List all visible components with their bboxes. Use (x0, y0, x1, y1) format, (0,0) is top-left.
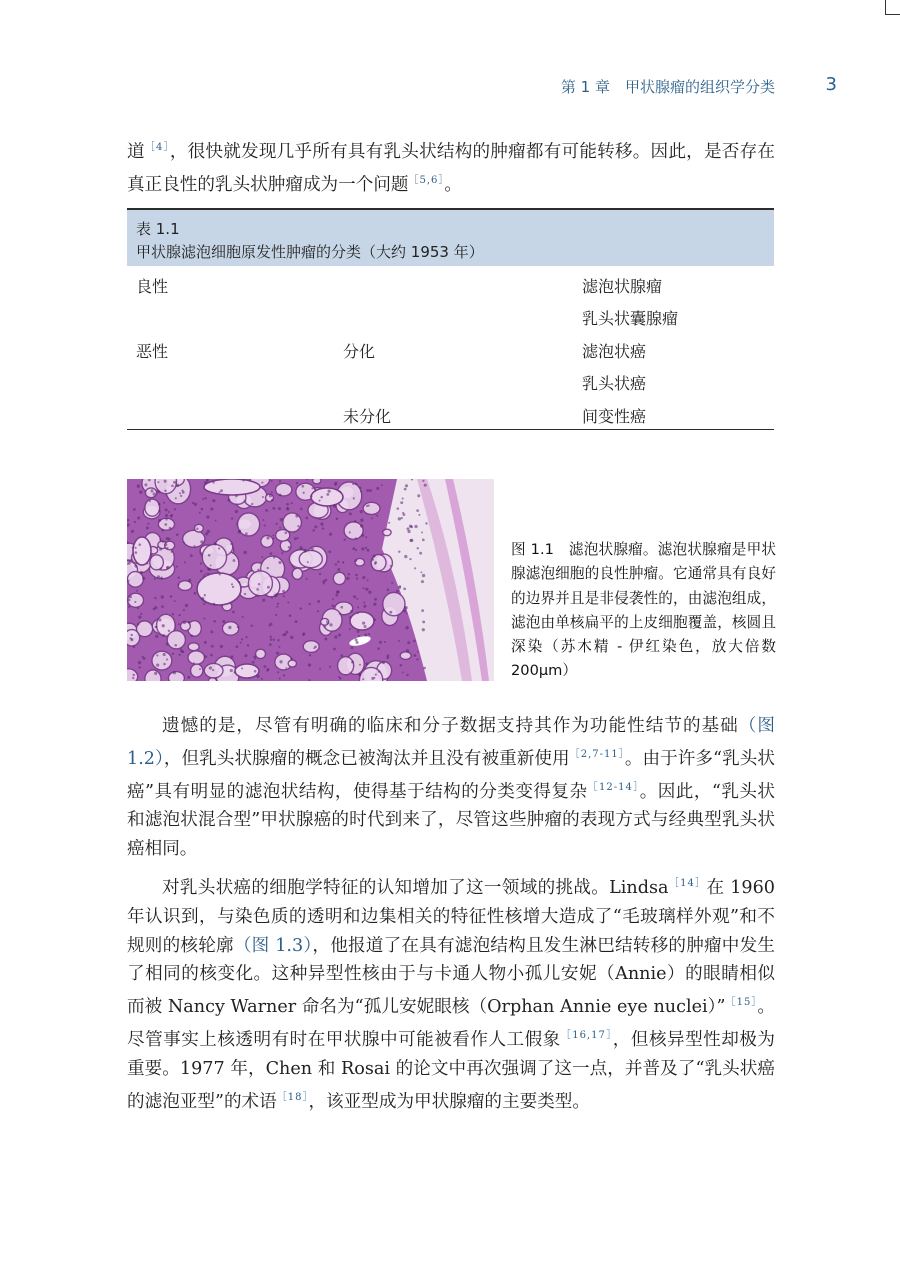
page-number: 3 (825, 74, 837, 95)
text-run: 。因此，“乳头状和滤泡状混合型”甲状腺癌的时代到来了，尽管这些肿瘤的表现方式与经典型乳头状癌相同。 (127, 781, 776, 860)
figure-ref[interactable]: （图 1.2） (127, 716, 775, 769)
text-run: 道 (127, 142, 145, 162)
citation-ref[interactable]: ［15］ (725, 997, 758, 1009)
classification-table (127, 266, 774, 430)
text-run: ，很快就发现几乎所有具有乳头状结构的肿瘤都有可能转移。因此，是否存在真正良性的乳头状肿瘤成为一个问题 (127, 142, 775, 195)
table-cell: 乳头状囊腺瘤 (582, 309, 679, 328)
table-cell: 间变性癌 (582, 407, 647, 426)
text-run: ，但乳头状腺瘤的概念已被淘汰并且没有被重新使用 (163, 748, 570, 769)
table-cell: 分化 (343, 342, 376, 361)
citation-ref[interactable]: ［14］ (668, 878, 707, 889)
histology-micrograph (127, 479, 494, 681)
text-run: ，但核异型性却极为重要。1977 年，Chen 和 Rosai 的论文中再次强调了这一点，并普及了“乳头状癌的滤泡亚型”的术语 (127, 1029, 775, 1112)
citation-ref[interactable]: ［2,7-11］ (569, 748, 625, 760)
table-cell: 未分化 (343, 407, 392, 426)
text-run: 。由于许多“乳头状癌”具有明显的滤泡状结构，使得基于结构的分类变得复杂 (127, 748, 775, 802)
text-run: 对乳头状癌的细胞学特征的认知增加了这一领域的挑战。Lindsa (162, 878, 669, 898)
table-cell: 乳头状癌 (582, 374, 647, 393)
text-run: 在 1960 年认识到，与染色质的透明和边集相关的特征性核增大造成了“毛玻璃样外观”和不规则的核轮廓 (127, 878, 775, 956)
text-run: 。 (444, 174, 463, 195)
table-caption: 甲状腺滤泡细胞原发性肿瘤的分类（大约 1953 年） (136, 243, 484, 261)
text-run: 。尽管事实上核透明有时在甲状腺中可能被看作人工假象 (127, 997, 775, 1050)
text-run: ，该亚型成为甲状腺瘤的主要类型。 (308, 1091, 590, 1112)
figure-ref[interactable]: （图 1.3） (233, 935, 313, 956)
citation-ref[interactable]: ［12-14］ (587, 781, 640, 793)
crop-mark (885, 0, 900, 15)
intro-paragraph (127, 134, 775, 200)
citation-ref[interactable]: ［5,6］ (408, 174, 445, 186)
running-header (127, 76, 837, 100)
citation-ref[interactable]: ［16,17］ (560, 1029, 613, 1041)
table-cell: 良性 (136, 277, 169, 296)
chapter-title: 第 1 章 甲状腺瘤的组织学分类 (560, 78, 775, 96)
figure-caption: 图 1.1 滤泡状腺瘤。滤泡状腺瘤是甲状腺滤泡细胞的良性肿瘤。它通常具有良好的边界并且是非侵袭性的，由滤泡组成，滤泡由单核扁平的上皮细胞覆盖，核圆且深染（苏木精 - 伊红染色，放大倍数 200μm） (511, 541, 776, 680)
table-header (127, 208, 774, 266)
text-run: 遗憾的是，尽管有明确的临床和分子数据支持其作为功能性结节的基础 (162, 716, 739, 736)
table-label: 表 1.1 (136, 220, 180, 238)
table-cell: 滤泡状癌 (582, 342, 647, 361)
citation-ref[interactable]: ［4］ (144, 142, 170, 153)
table-cell: 恶性 (136, 342, 169, 361)
body-paragraph-2 (127, 870, 775, 1116)
body-paragraph-1 (127, 712, 775, 864)
citation-ref[interactable]: ［18］ (276, 1091, 309, 1103)
table-cell: 滤泡状腺瘤 (582, 277, 663, 296)
text-run: ，他报道了在具有滤泡结构且发生淋巴结转移的肿瘤中发生了相同的核变化。这种异型性核由于与卡通人物小孤儿安妮（Annie）的眼睛相似而被 Nancy Warner 命名为“孤儿安妮眼核（Orphan Annie eye nuclei）” (127, 935, 775, 1018)
